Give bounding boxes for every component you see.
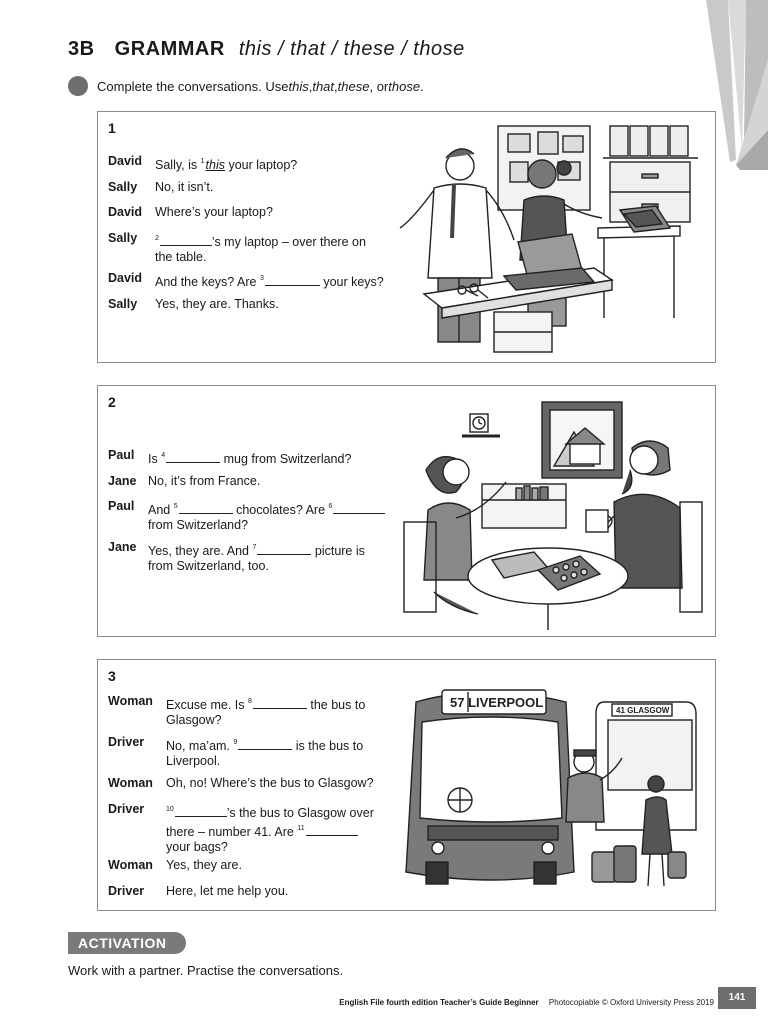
dialogue-line: Sally Yes, they are. Thanks. xyxy=(108,297,279,311)
dialogue-line: David Sally, is $^1$this your laptop? xyxy=(108,154,298,172)
page-footer xyxy=(339,998,714,1007)
dialogue-line: Sally No, it isn’t. xyxy=(108,180,214,194)
dialogue-line: Sally $^2$ ’s my laptop – over there on the table. xyxy=(108,231,366,264)
copyright-notice: Photocopiable © Oxford University Press 2019 xyxy=(548,998,714,1007)
dialogue-line: David Where’s your laptop? xyxy=(108,205,273,219)
answer-blank[interactable] xyxy=(265,275,320,286)
activation-instruction: Work with a partner. Practise the conversations. xyxy=(68,963,344,978)
page-title xyxy=(68,38,465,61)
grammar-topic: this / that / these / those xyxy=(238,38,465,60)
dialogue xyxy=(108,694,393,904)
dialogue-line: David And the keys? Are $^3$ your keys? xyxy=(108,271,384,289)
answer-blank[interactable] xyxy=(160,235,212,246)
dialogue-line: Woman Excuse me. Is $^8$ the bus to Glasgow? xyxy=(108,694,366,727)
answer-example: this xyxy=(205,158,225,172)
answer-blank[interactable] xyxy=(257,544,311,555)
page-number: 141 xyxy=(718,987,756,1009)
dialogue-line: Driver $^{10}$ ’s the bus to Glasgow over there – number 41. Are $^{11}$ your bags? xyxy=(108,802,374,854)
book-title: English File fourth edition Teacher’s Guide Beginner xyxy=(339,998,539,1007)
dialogue xyxy=(108,448,403,574)
unit-code: 3B xyxy=(68,38,95,60)
glasgow-bus-sign: 41 GLASGOW xyxy=(616,706,670,715)
liverpool-bus-sign: 57 LIVERPOOL xyxy=(450,695,544,710)
section-name: GRAMMAR xyxy=(114,38,225,60)
dialogue-line: Jane No, it’s from France. xyxy=(108,474,261,488)
exercise-instruction: Complete the conversations. Use this , that , these , or those . xyxy=(68,76,424,96)
dialogue-line: Woman Oh, no! Where’s the bus to Glasgow? xyxy=(108,776,374,790)
answer-blank[interactable] xyxy=(253,698,307,709)
exercise-number: 3 xyxy=(108,668,116,684)
dialogue-line: Jane Yes, they are. And $^7$ picture is from Switzerland, too. xyxy=(108,540,365,573)
dialogue-line: Paul And $^5$ chocolates? Are $^6$ from Switzerland? xyxy=(108,499,403,540)
exercise-number: 1 xyxy=(108,120,116,136)
answer-blank[interactable] xyxy=(166,452,220,463)
answer-blank[interactable] xyxy=(175,806,227,817)
bullet-dot-icon xyxy=(68,76,88,96)
dialogue-line: Driver No, ma’am. $^9$ is the bus to Liverpool. xyxy=(108,735,364,768)
office-illustration xyxy=(398,118,710,358)
activation-label: ACTIVATION xyxy=(68,932,186,954)
bus-station-illustration xyxy=(398,666,710,906)
dialogue-line: Driver Here, let me help you. xyxy=(108,884,289,898)
dialogue-line: Woman Yes, they are. xyxy=(108,858,242,872)
dialogue-line: Paul Is $^4$ mug from Switzerland? xyxy=(108,448,352,466)
cafe-illustration xyxy=(398,392,710,632)
answer-blank[interactable] xyxy=(238,739,292,750)
answer-blank[interactable] xyxy=(306,825,358,836)
exercise-number: 2 xyxy=(108,394,116,410)
answer-blank[interactable] xyxy=(179,503,233,514)
answer-blank[interactable] xyxy=(333,503,385,514)
dialogue xyxy=(108,154,398,317)
